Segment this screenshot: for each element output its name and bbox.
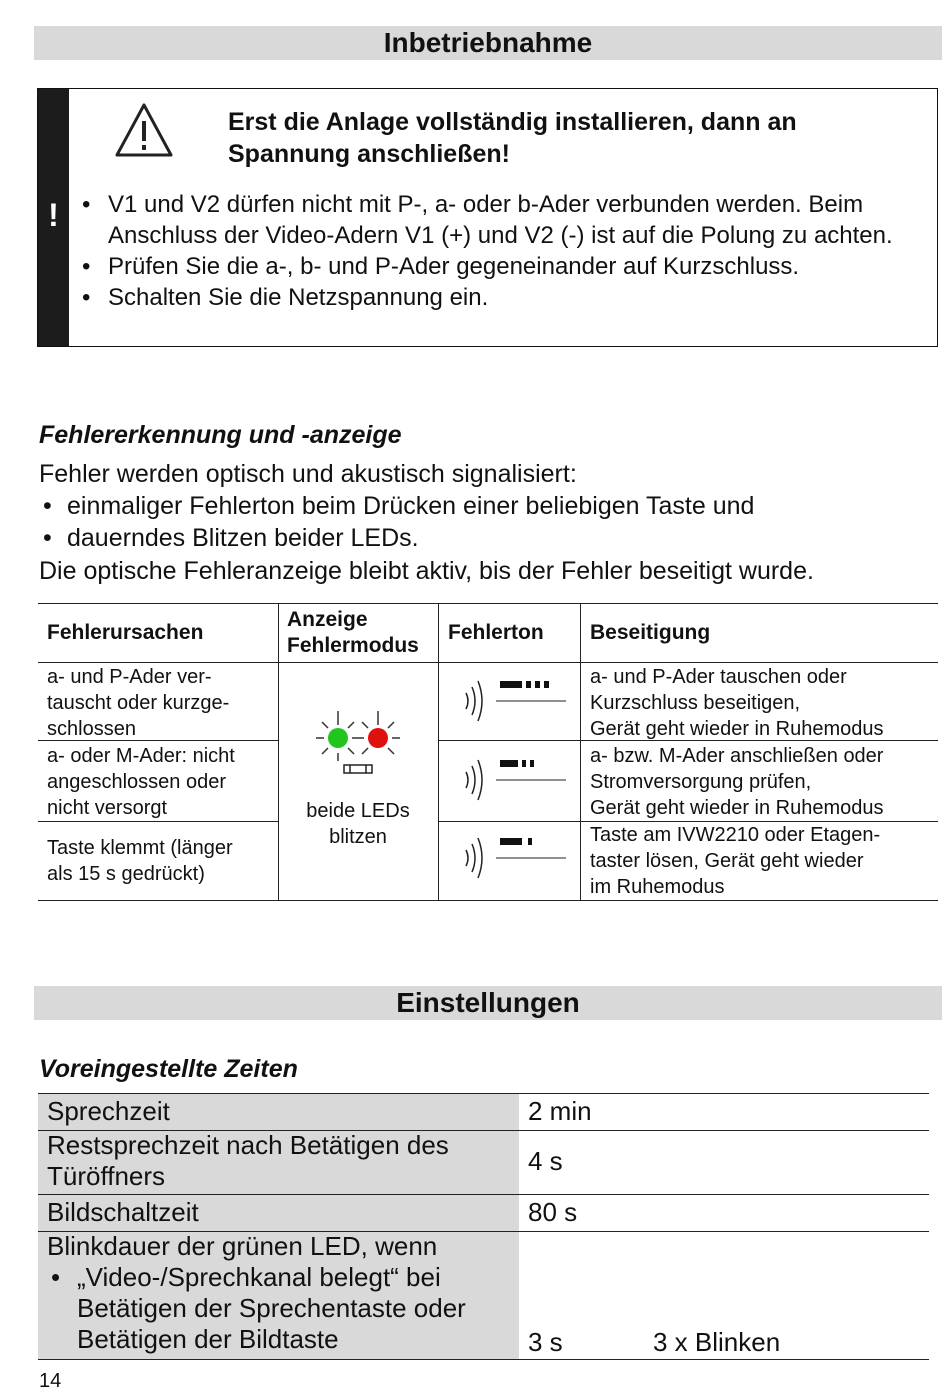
cause-line: nicht versorgt [47, 797, 168, 819]
header-fix: Beseitigung [590, 621, 711, 644]
cause-line: angeschlossen oder [47, 771, 227, 793]
cause-line: Taste klemmt (länger [47, 837, 233, 859]
error-tone-pattern-2-icon [460, 756, 570, 804]
header-display-1: Anzeige [287, 608, 368, 631]
errors-intro: Fehler werden optisch und akustisch signalisiert: [39, 460, 577, 488]
settings-label: Blinkdauer der grünen LED, wenn [47, 1231, 438, 1261]
fix-cell [590, 743, 884, 821]
errors-list [39, 490, 919, 554]
fix-line: im Ruhemodus [590, 876, 725, 898]
warning-side-bar [38, 89, 69, 346]
led-red [368, 728, 388, 748]
header-tone: Fehlerton [448, 621, 544, 644]
settings-label: Sprechzeit [47, 1096, 170, 1126]
header-cause: Fehlerursachen [47, 621, 204, 644]
section-title: Einstellungen [396, 987, 580, 1018]
settings-extra: 3 x Blinken [653, 1327, 781, 1357]
table-row [47, 743, 235, 821]
cause-line: schlossen [47, 718, 136, 740]
led-green [328, 728, 348, 748]
header-display-2: Fehlermodus [287, 634, 419, 657]
fix-cell [590, 822, 880, 900]
settings-label: Restsprechzeit nach Betätigen des Türöffners [47, 1130, 449, 1191]
display-text-line: beide LEDs [306, 800, 410, 822]
list-item: • „Video-/Sprechkanal belegt“ bei Betätigen der Sprechentaste oder Betätigen der Bildtaste [47, 1262, 517, 1355]
settings-row [38, 1130, 929, 1194]
fix-line: taster lösen, Gerät geht wieder [590, 850, 864, 872]
display-text-line: blitzen [329, 826, 387, 848]
fix-line: Stromversorgung prüfen, [590, 771, 812, 793]
settings-subtitle: Voreingestellte Zeiten [39, 1055, 298, 1083]
leds-blinking-icon [310, 705, 406, 777]
list-item: • V1 und V2 dürfen nicht mit P-, a- oder b-Ader verbunden werden. Beim Anschluss der Video-Adern V1 (+) und V2 (-) ist auf die Polung zu achten. [78, 189, 928, 251]
error-tone-pattern-1-icon [460, 677, 570, 725]
fix-line: Kurzschluss beseitigen, [590, 692, 801, 714]
fix-line: Gerät geht wieder in Ruhemodus [590, 797, 884, 819]
settings-label: Bildschaltzeit [47, 1197, 199, 1227]
settings-bullet-list [47, 1262, 517, 1355]
exclamation-marker: ! [48, 197, 59, 233]
warning-list [78, 189, 928, 313]
settings-value: 80 s [528, 1197, 578, 1227]
display-text [278, 798, 438, 850]
cause-line: a- und P-Ader ver- [47, 666, 212, 688]
settings-value: 2 min [528, 1096, 592, 1126]
list-item: • Schalten Sie die Netzspannung ein. [78, 282, 928, 313]
errors-title: Fehlererkennung und -anzeige [39, 421, 402, 449]
settings-value: 3 s [528, 1327, 563, 1357]
cause-line: a- oder M-Ader: nicht [47, 745, 235, 767]
table-row [47, 835, 233, 887]
list-item: • einmaliger Fehlerton beim Drücken einer beliebigen Taste und [39, 490, 919, 522]
fix-cell [590, 664, 884, 742]
list-item: • dauerndes Blitzen beider LEDs. [39, 522, 919, 554]
list-item: • Prüfen Sie die a-, b- und P-Ader gegeneinander auf Kurzschluss. [78, 251, 928, 282]
warning-triangle-icon [113, 101, 175, 159]
settings-row [38, 1093, 929, 1130]
fix-line: Taste am IVW2210 oder Etagen- [590, 824, 881, 846]
warning-title: Erst die Anlage vollständig installieren, dann an Spannung anschließen! [228, 108, 797, 168]
table-row [47, 664, 229, 742]
section-header-inbetriebnahme [34, 26, 942, 60]
fix-line: a- und P-Ader tauschen oder [590, 666, 847, 688]
cause-line: als 15 s gedrückt) [47, 863, 205, 885]
section-title: Inbetriebnahme [383, 27, 593, 58]
errors-outro: Die optische Fehleranzeige bleibt aktiv, bis der Fehler beseitigt wurde. [39, 557, 814, 585]
settings-value: 4 s [528, 1146, 563, 1176]
settings-row [38, 1231, 929, 1359]
settings-row [38, 1194, 929, 1231]
fix-line: a- bzw. M-Ader anschließen oder [590, 745, 884, 767]
fix-line: Gerät geht wieder in Ruhemodus [590, 718, 884, 740]
error-table [38, 603, 938, 901]
error-tone-pattern-3-icon [460, 834, 570, 882]
cause-line: tauscht oder kurzge- [47, 692, 230, 714]
section-header-einstellungen [34, 986, 942, 1020]
page-number: 14 [39, 1370, 62, 1392]
warning-box [37, 88, 938, 347]
